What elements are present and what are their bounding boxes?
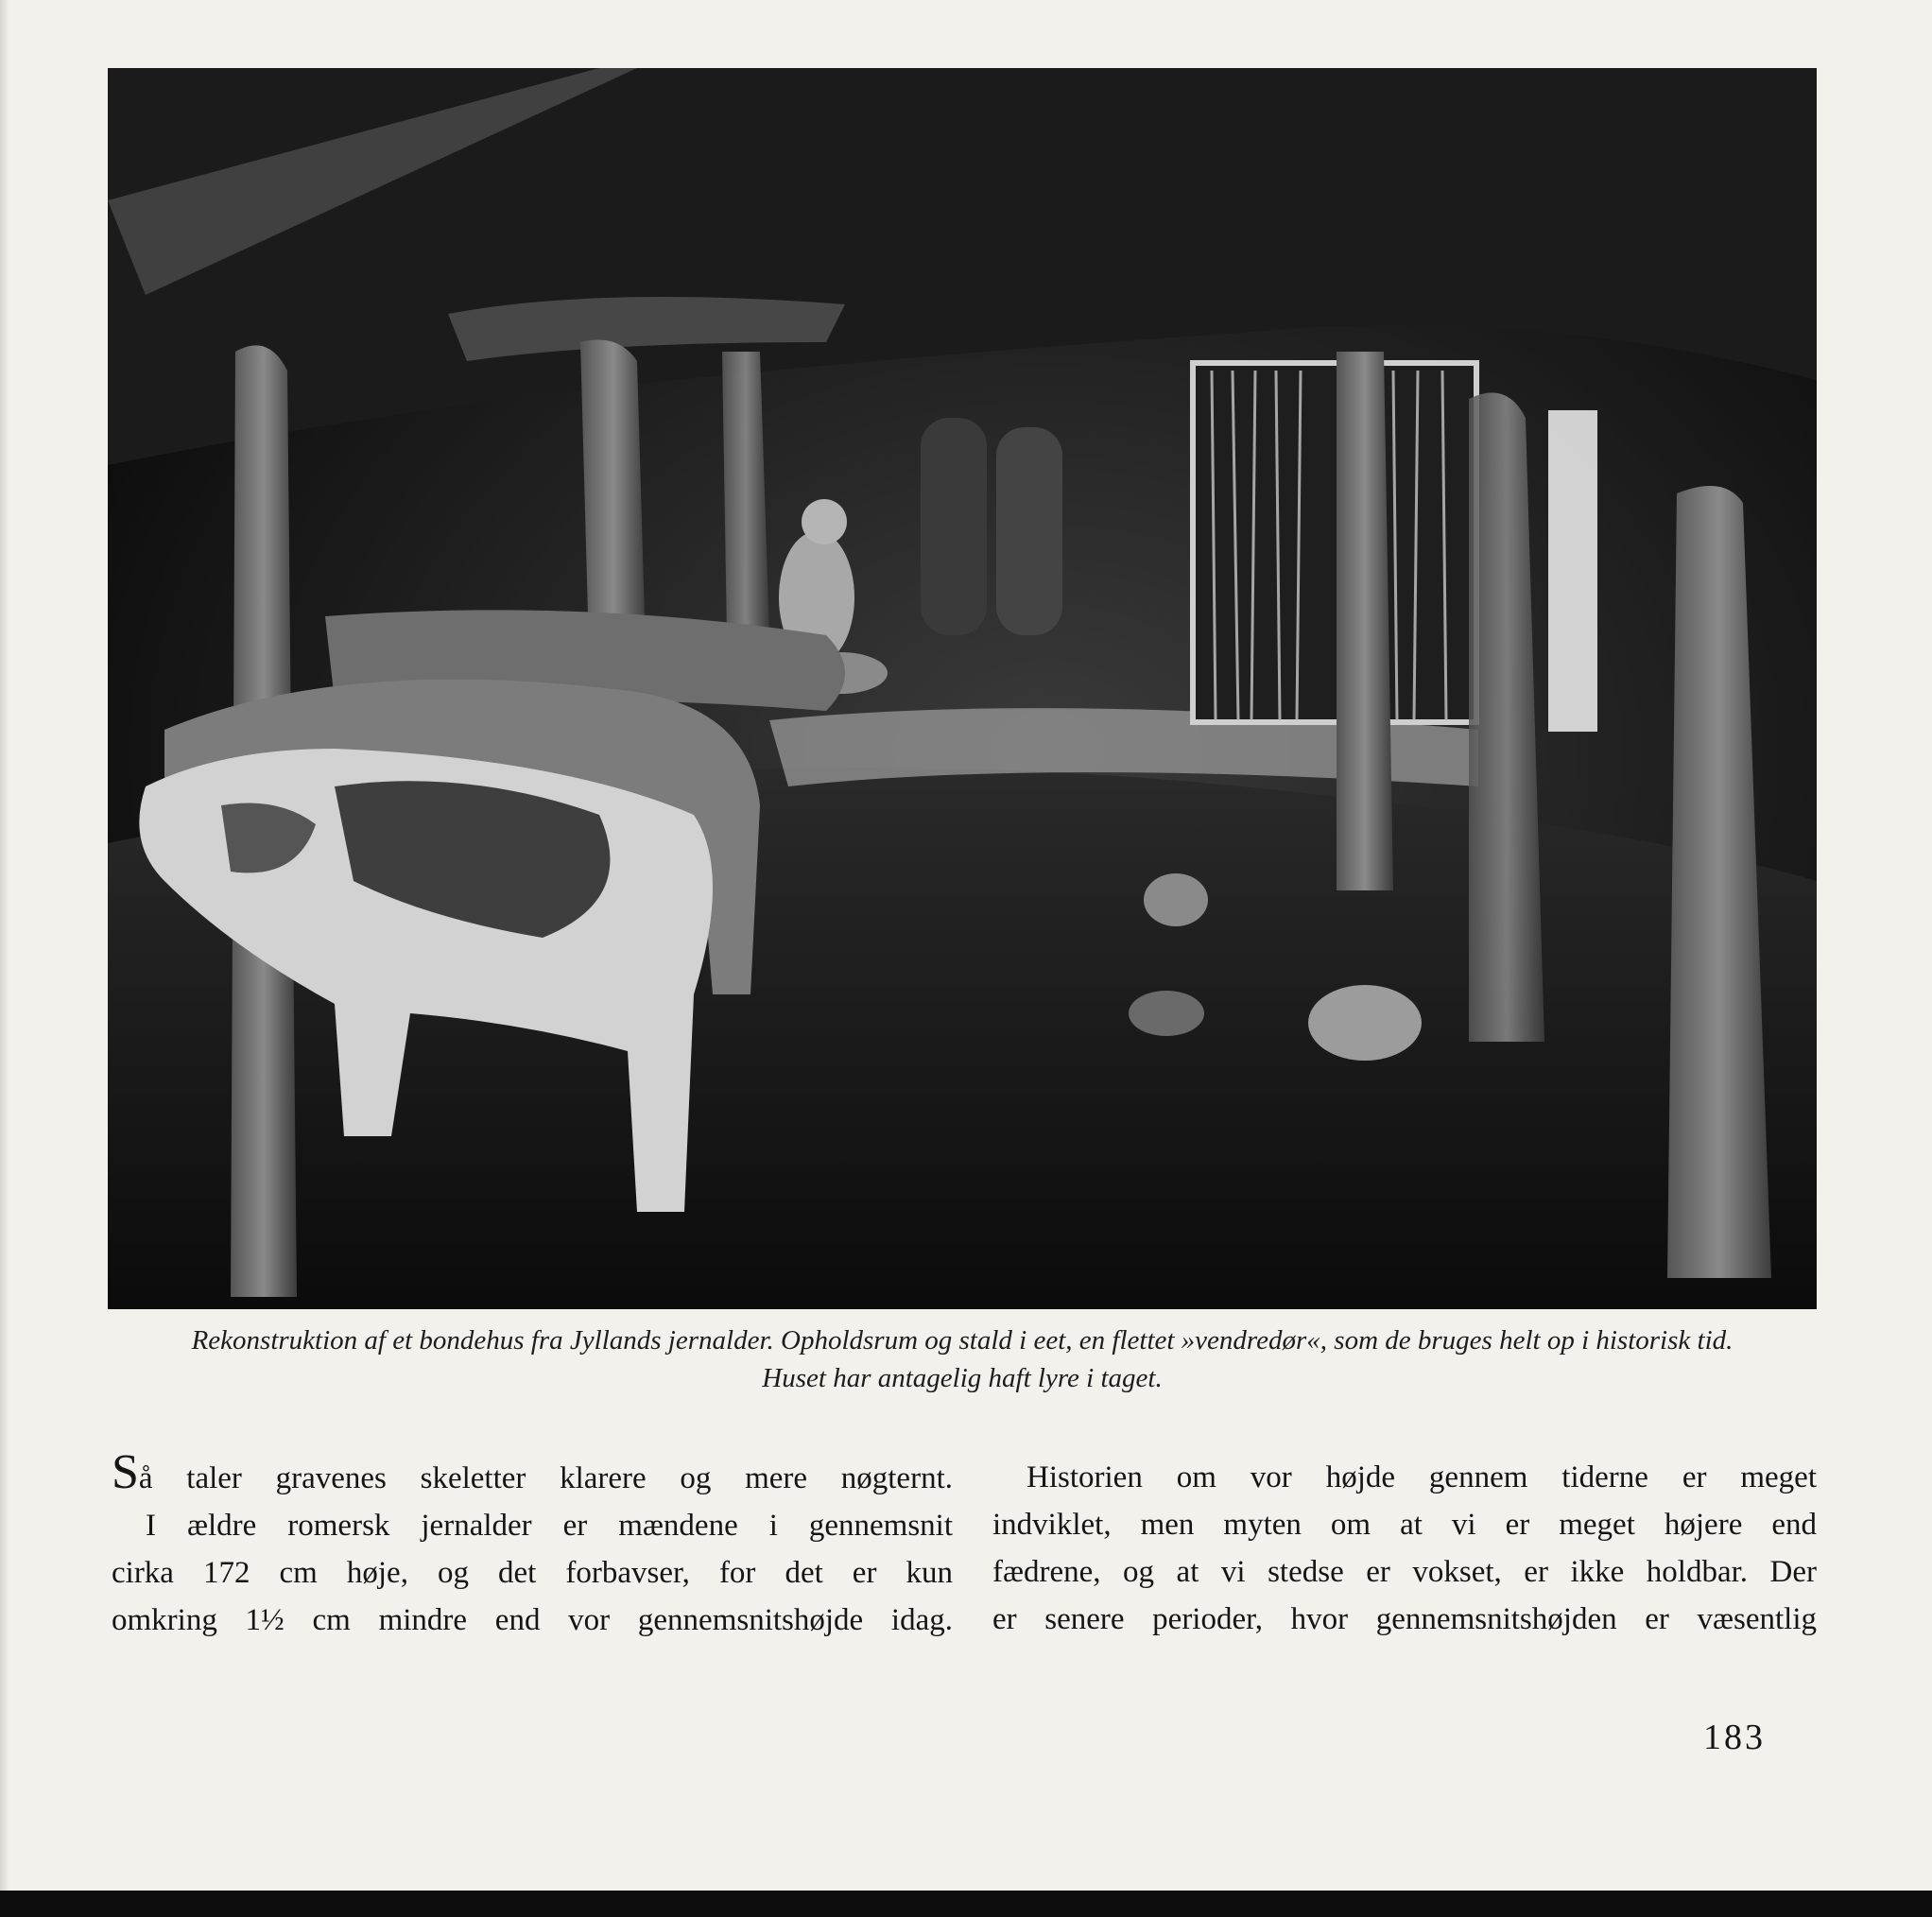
paragraph-line: omkring 1½ cm mindre end vor gennemsnitshøjde idag. bbox=[112, 1603, 953, 1637]
paragraph-line: er senere perioder, hvor gennemsnitshøjden er væsentlig bbox=[992, 1602, 1817, 1636]
reconstruction-photo bbox=[108, 68, 1817, 1309]
line-text: å taler gravenes skeletter klarere og mere nøgternt. bbox=[138, 1461, 953, 1495]
caption-line-2: Huset har antagelig haft lyre i taget. bbox=[762, 1363, 1163, 1393]
figure-caption bbox=[108, 1321, 1817, 1397]
page-bottom-edge bbox=[0, 1891, 1932, 1917]
caption-line-1: Rekonstruktion af et bondehus fra Jyllands jernalder. Opholdsrum og stald i eet, en flettet »vendredør«, som de bruges helt op i historisk tid. bbox=[191, 1325, 1734, 1356]
paragraph-line: cirka 172 cm høje, og det forbavser, for det er kun bbox=[112, 1556, 953, 1590]
right-text-column bbox=[992, 1454, 1817, 1643]
left-text-column bbox=[112, 1445, 953, 1644]
paragraph-line: fædrene, og at vi stedse er vokset, er ikke holdbar. Der bbox=[992, 1555, 1817, 1589]
paragraph-line bbox=[112, 1445, 953, 1502]
paragraph-line: indviklet, men myten om at vi er meget højere end bbox=[992, 1508, 1817, 1542]
paragraph-line: I ældre romersk jernalder er mændene i gennemsnit bbox=[146, 1509, 953, 1543]
drop-cap: S bbox=[112, 1445, 139, 1499]
paragraph-line: Historien om vor højde gennem tiderne er meget bbox=[1026, 1460, 1817, 1494]
iron-age-house-image bbox=[108, 68, 1817, 1309]
page-number: 183 bbox=[1703, 1718, 1766, 1757]
page-edge bbox=[0, 0, 9, 1917]
